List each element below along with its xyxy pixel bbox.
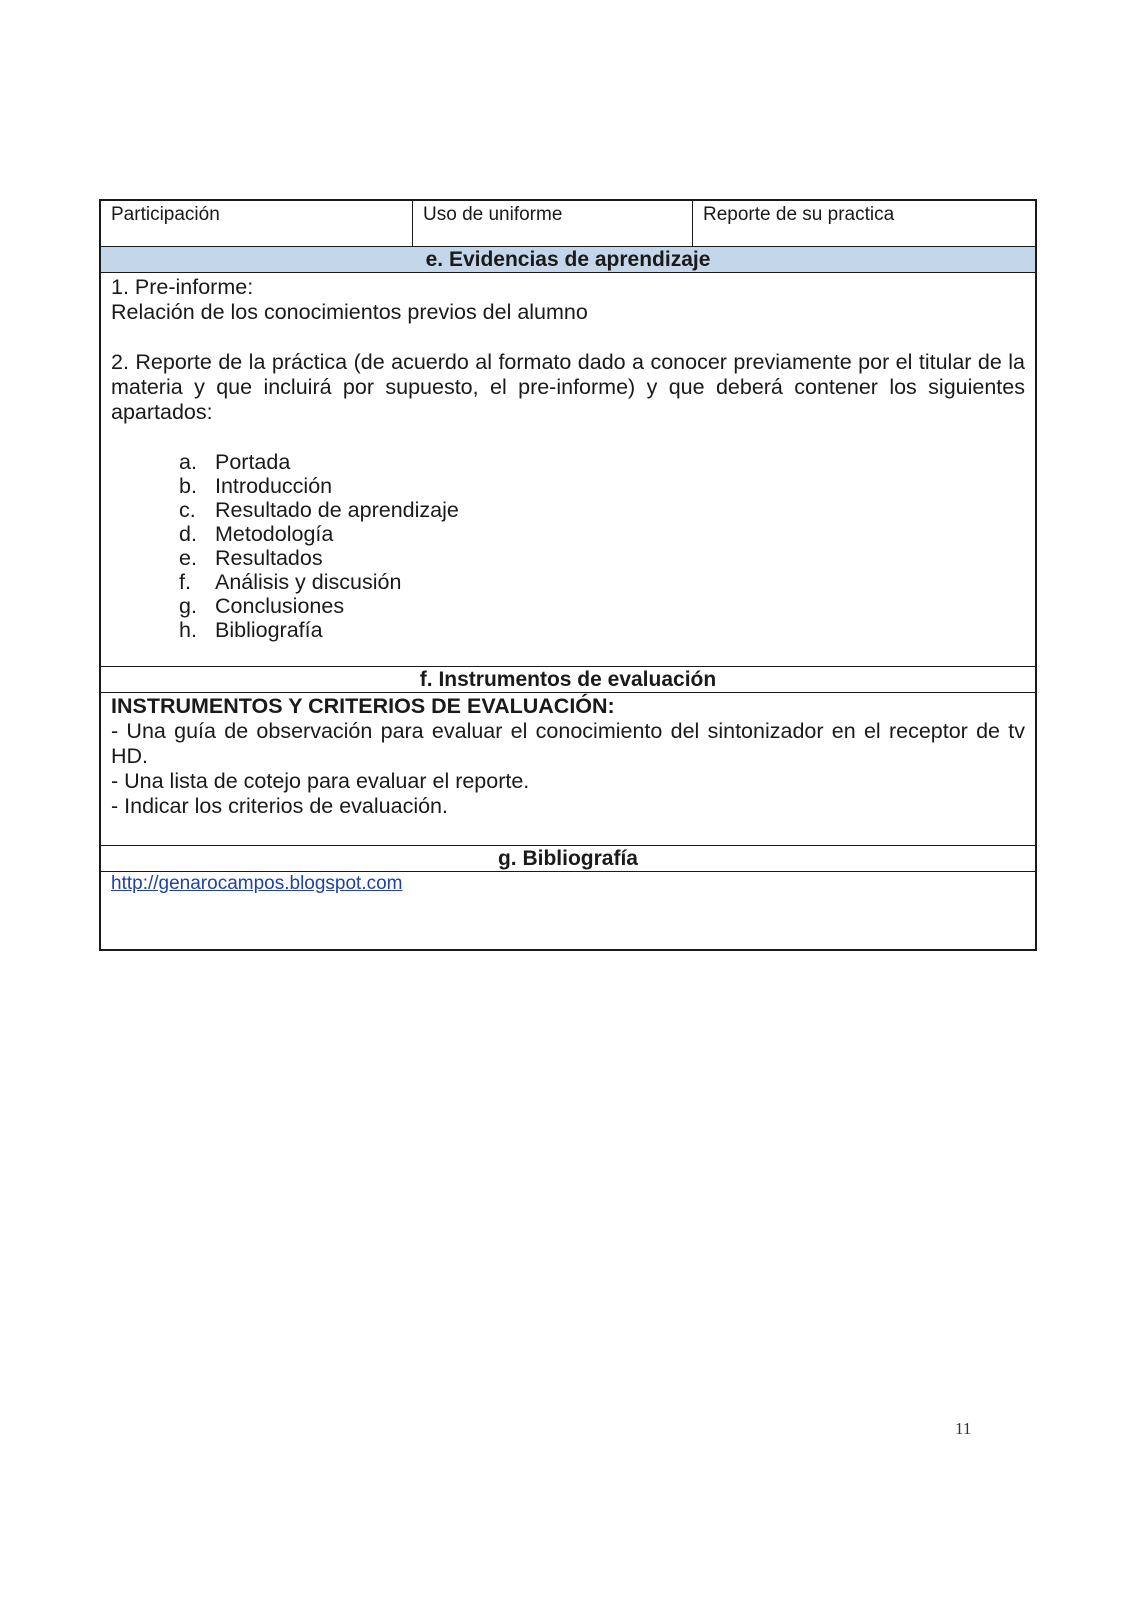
instrumento-line: - Indicar los criterios de evaluación. xyxy=(111,794,448,818)
list-item: b. Introducción xyxy=(179,474,333,498)
section-f-body xyxy=(101,693,1035,846)
list-item: g. Conclusiones xyxy=(179,594,345,618)
list-item: d. Metodología xyxy=(179,522,334,546)
apartados-list xyxy=(111,450,1025,642)
instrumentos-heading: INSTRUMENTOS Y CRITERIOS DE EVALUACIÓN: xyxy=(111,694,615,718)
section-f-header: f. Instrumentos de evaluación xyxy=(101,667,1035,693)
evaluation-table xyxy=(99,199,1037,951)
list-item: c. Resultado de aprendizaje xyxy=(179,498,459,522)
list-item: a. Portada xyxy=(179,450,291,474)
criteria-cell-reporte: Reporte de su practica xyxy=(703,204,895,225)
criteria-cell-participacion: Participación xyxy=(101,201,413,246)
section-e-header: e. Evidencias de aprendizaje xyxy=(101,247,1035,273)
reporte-text: 2. Reporte de la práctica (de acuerdo al formato dado a conocer previamente por el titular de la materia y que incluirá por supuesto, el pre-informe) y que deberá contener los siguientes apartados: xyxy=(111,350,1025,424)
page-number: 11 xyxy=(955,1419,972,1438)
criteria-cell-uniforme: Uso de uniforme xyxy=(413,201,693,246)
bibliography-link[interactable]: http://genarocampos.blogspot.com xyxy=(111,873,403,894)
section-g-header: g. Bibliografía xyxy=(101,846,1035,872)
pre-informe-text: Relación de los conocimientos previos del alumno xyxy=(111,300,588,324)
criteria-row xyxy=(101,201,1035,247)
list-item: e. Resultados xyxy=(179,546,323,570)
section-e-body xyxy=(101,273,1035,667)
instrumento-line: - Una guía de observación para evaluar el conocimiento del sintonizador en el receptor de tv HD. xyxy=(111,719,1025,768)
list-item: h. Bibliografía xyxy=(179,618,323,642)
instrumento-line: - Una lista de cotejo para evaluar el reporte. xyxy=(111,769,530,793)
pre-informe-title: 1. Pre-informe: xyxy=(111,275,254,299)
list-item: f. Análisis y discusión xyxy=(179,570,402,594)
section-g-body xyxy=(101,872,1035,949)
